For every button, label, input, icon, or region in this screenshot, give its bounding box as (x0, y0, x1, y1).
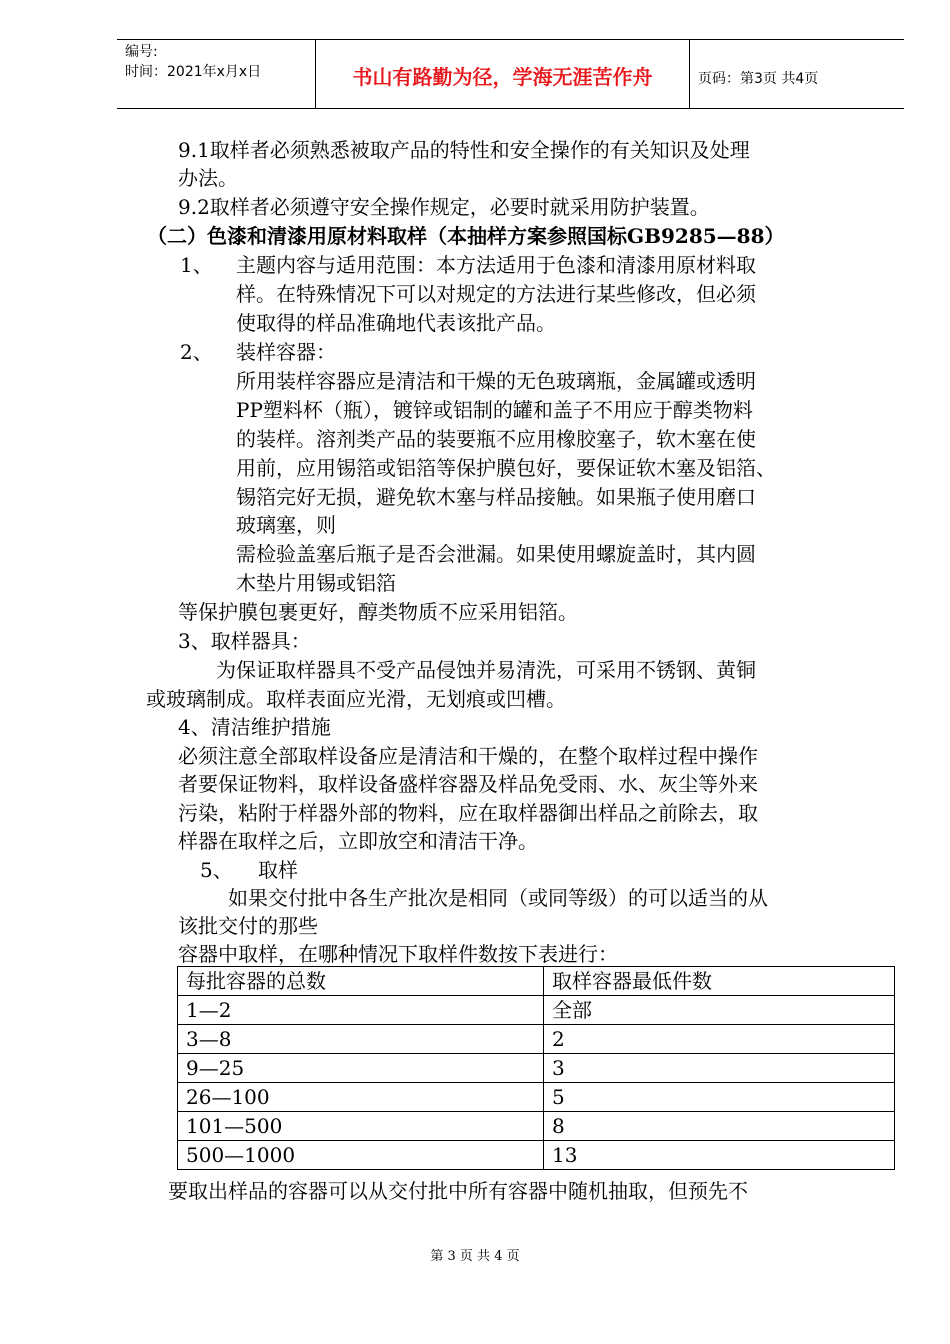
text-line: 该批交付的那些 (178, 914, 318, 938)
text-line: 取样 (258, 858, 298, 882)
text-line: 如果交付批中各生产批次是相同（或同等级）的可以适当的从 (228, 886, 768, 910)
table-cell: 全部 (544, 996, 895, 1025)
page-header (117, 39, 904, 109)
table-row (178, 996, 895, 1025)
text-line: 用前，应用锡箔或铝箔等保护膜包好，要保证软木塞及铝箔、 (236, 456, 776, 480)
text-line: 需检验盖塞后瓶子是否会泄漏。如果使用螺旋盖时，其内圆 (236, 542, 756, 566)
item-number: 1、 (180, 253, 213, 277)
text-line: 9.1取样者必须熟悉被取产品的特性和安全操作的有关知识及处理 (178, 138, 750, 162)
section-heading: （二）色漆和清漆用原材料取样（本抽样方案参照国标GB9285—88） (147, 224, 785, 248)
text-line: 9.2取样者必须遵守安全操作规定，必要时就采用防护装置。 (178, 195, 710, 219)
text-line: 或玻璃制成。取样表面应光滑，无划痕或凹槽。 (146, 687, 566, 711)
item-number: 5、 (200, 858, 233, 882)
header-page-cell (690, 40, 904, 108)
table-header-cell: 每批容器的总数 (178, 967, 544, 996)
table-cell: 1—2 (178, 996, 544, 1025)
table-cell: 9—25 (178, 1054, 544, 1083)
header-motto: 书山有路勤为径，学海无涯苦作舟 (352, 65, 653, 89)
header-page-info: 页码：第3页 共4页 (698, 71, 819, 87)
text-line: 主题内容与适用范围：本方法适用于色漆和清漆用原材料取 (236, 253, 756, 277)
text-line: 为保证取样器具不受产品侵蚀并易清洗，可采用不锈钢、黄铜 (216, 658, 756, 682)
text-line: 的装样。溶剂类产品的装要瓶不应用橡胶塞子，软木塞在使 (236, 427, 756, 451)
text-line: 使取得的样品准确地代表该批产品。 (236, 311, 556, 335)
table-header-cell: 取样容器最低件数 (544, 967, 895, 996)
text-line: 样器在取样之后，立即放空和清洁干净。 (178, 829, 538, 853)
header-id-label: 编号: (125, 44, 158, 60)
text-line: 者要保证物料，取样设备盛样容器及样品免受雨、水、灰尘等外来 (178, 772, 758, 796)
header-motto-cell (316, 40, 690, 108)
text-line: 办法。 (178, 166, 238, 190)
text-line: 容器中取样，在哪种情况下取样件数按下表进行： (178, 942, 618, 966)
table-row (178, 1025, 895, 1054)
table-cell: 26—100 (178, 1083, 544, 1112)
table-cell: 101—500 (178, 1112, 544, 1141)
page-footer: 第 3 页 共 4 页 (430, 1249, 520, 1264)
text-line: 木垫片用锡或铝箔 (236, 571, 396, 595)
text-line: PP塑料杯（瓶），镀锌或铝制的罐和盖子不用应于醇类物料 (236, 398, 753, 422)
header-time-label: 时间：2021年x月x日 (125, 64, 262, 80)
table-row (178, 1054, 895, 1083)
table-cell: 3 (544, 1054, 895, 1083)
table-cell: 8 (544, 1112, 895, 1141)
table-cell: 3—8 (178, 1025, 544, 1054)
sampling-table (177, 966, 895, 1170)
section-item: 3、取样器具： (178, 629, 311, 653)
text-line: 污染，粘附于样器外部的物料，应在取样器御出样品之前除去，取 (178, 801, 758, 825)
table-row (178, 1083, 895, 1112)
header-meta-cell (117, 40, 316, 108)
table-cell: 2 (544, 1025, 895, 1054)
text-line: 所用装样容器应是清洁和干燥的无色玻璃瓶，金属罐或透明 (236, 369, 756, 393)
table-cell: 13 (544, 1141, 895, 1170)
text-line: 必须注意全部取样设备应是清洁和干燥的，在整个取样过程中操作 (178, 744, 758, 768)
table-row (178, 1112, 895, 1141)
table-row (178, 1141, 895, 1170)
text-line: 锡箔完好无损，避免软木塞与样品接触。如果瓶子使用磨口 (236, 485, 756, 509)
section-item: 4、清洁维护措施 (178, 715, 331, 739)
table-header-row (178, 967, 895, 996)
table-cell: 5 (544, 1083, 895, 1112)
text-line: 等保护膜包裹更好，醇类物质不应采用铝箔。 (178, 600, 578, 624)
text-line: 玻璃塞，则 (236, 513, 336, 537)
item-number: 2、 (180, 340, 213, 364)
table-cell: 500—1000 (178, 1141, 544, 1170)
text-line: 样。在特殊情况下可以对规定的方法进行某些修改，但必须 (236, 282, 756, 306)
text-line: 要取出样品的容器可以从交付批中所有容器中随机抽取，但预先不 (168, 1179, 748, 1203)
text-line: 装样容器： (236, 340, 336, 364)
